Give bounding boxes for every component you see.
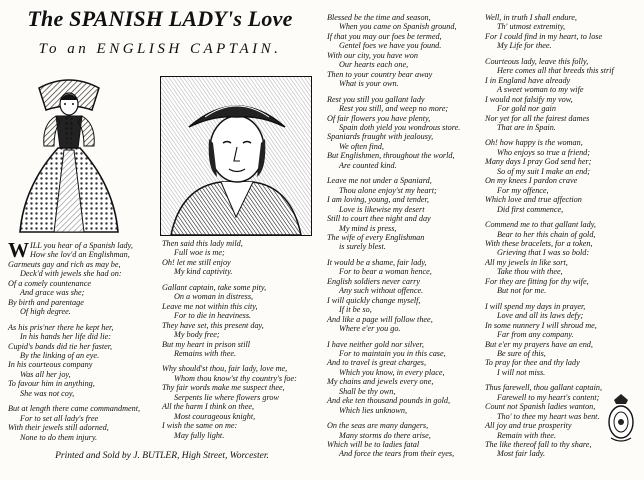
- verse-line: [8, 423, 140, 432]
- verse-text: Rest you still you gallant lady: [327, 94, 425, 104]
- verse-line: [327, 305, 460, 314]
- verse-text: With their jewels still adorned,: [8, 423, 109, 433]
- verse-text: Spain doth yield you wondrous store.: [339, 122, 461, 132]
- verse-line: [485, 311, 614, 320]
- verse-line: [485, 176, 614, 185]
- verse-text: Many days I pray God send her;: [485, 157, 592, 167]
- verse-line: [485, 41, 614, 50]
- verse-text: They have set, this present day,: [162, 320, 264, 330]
- verse-text: On a woman in distress,: [174, 292, 254, 302]
- verse-text: Love is likewise my desert: [339, 204, 425, 214]
- verse-line: [162, 383, 297, 392]
- verse-text: All my jewels in like sort,: [485, 257, 568, 267]
- verse-text: Which you know, in every place,: [339, 367, 445, 377]
- verse-text: Remains with thee.: [174, 348, 237, 358]
- verse-text: But not for me.: [497, 286, 547, 296]
- verse-line: [8, 370, 140, 379]
- verse-line: [327, 123, 460, 132]
- verse-text: Gallant captain, take some pity,: [162, 282, 267, 292]
- verse-line: [485, 167, 614, 176]
- verse-text: Was all her joy,: [20, 369, 71, 379]
- verse-line: [8, 342, 140, 351]
- ballad-subtitle: To an ENGLISH CAPTAIN.: [38, 41, 282, 57]
- verse-line: [485, 267, 614, 276]
- verse-text: Be sure of this,: [497, 348, 546, 358]
- verse-text: My mind is press,: [339, 223, 397, 233]
- verse-line: [485, 195, 614, 204]
- verse-text: Which will be to ladies fatal: [327, 440, 420, 450]
- verse-text: A sweet woman to my wife: [497, 85, 584, 95]
- verse-text: Who enjoys so true a friend;: [497, 147, 591, 157]
- verse-line: [327, 51, 460, 60]
- verse-line: [485, 277, 614, 286]
- verse-text: Still to court thee night and day: [327, 214, 431, 224]
- verse-text: Most courageous knight,: [174, 411, 256, 421]
- verse-line: [162, 330, 297, 339]
- verse-line: [327, 267, 460, 276]
- verse-line: [485, 57, 614, 66]
- verse-text: May fully light.: [174, 430, 225, 440]
- verse-line: [8, 298, 140, 307]
- verse-line: [327, 41, 460, 50]
- verse-line: [8, 414, 140, 423]
- verse-text: Whom thou know'st thy country's foe:: [174, 373, 297, 383]
- verse-text: Cupid's bands did tie her faster,: [8, 341, 113, 351]
- verse-line: [327, 70, 460, 79]
- verse-text: Why should'st thou, fair lady, love me,: [162, 364, 288, 374]
- verse-text: And like a page will follow thee,: [327, 314, 433, 324]
- verse-text: Tho' to thee my heart was bent.: [497, 411, 600, 421]
- verse-text: Blessed be the time and season,: [327, 13, 431, 22]
- verse-line: [327, 377, 460, 386]
- verse-text: But e'er my prayers have an end,: [485, 339, 593, 349]
- verse-line: [327, 286, 460, 295]
- verse-text: Nor yet for all the fairest dames: [485, 113, 590, 123]
- verse-line: [327, 387, 460, 396]
- verse-line: [327, 421, 460, 430]
- verse-text: Many storms do there arise,: [339, 430, 431, 440]
- verse-text: But Englishmen, throughout the world,: [327, 151, 455, 161]
- verse-text: In some nunnery I will shroud me,: [485, 320, 597, 330]
- verse-line: [162, 302, 297, 311]
- verse-text: And force the tears from their eyes,: [339, 449, 455, 459]
- verse-line: [8, 307, 140, 316]
- verse-line: [8, 379, 140, 388]
- verse-text: All joy and true prosperity: [485, 421, 572, 431]
- verse-line: [8, 260, 140, 269]
- verse-text: My kind captivity.: [174, 267, 233, 277]
- verse-text: Th' utmost extremity,: [497, 22, 566, 32]
- verse-text: Farewell to my heart's content;: [497, 392, 600, 402]
- verse-line: [327, 95, 460, 104]
- verse-line: [327, 176, 460, 185]
- verse-text: My body free;: [174, 330, 220, 340]
- verse-line: [162, 412, 297, 421]
- verse-text: For they are fitting for thy wife,: [485, 276, 589, 286]
- verse-line: [485, 85, 614, 94]
- verse-text: For my offence,: [497, 185, 549, 195]
- verse-column-2: [162, 239, 297, 440]
- verse-line: [327, 324, 460, 333]
- verse-text: Remain with thee.: [497, 430, 556, 440]
- verse-text: Gentel foes we have you found.: [339, 41, 442, 51]
- verse-text: Here comes all that breeds this strif: [497, 66, 614, 76]
- english-captain-woodcut: [160, 76, 312, 236]
- verse-line: [327, 60, 460, 69]
- verse-text: Bear to her this chain of gold,: [497, 229, 596, 239]
- verse-line: [485, 393, 614, 402]
- verse-line: [485, 205, 614, 214]
- verse-line: [485, 368, 614, 377]
- verse-text: Serpents lie where flowers grow: [174, 392, 279, 402]
- verse-text: My Life for thee.: [497, 41, 552, 51]
- verse-line: [485, 383, 614, 392]
- verse-column-3: [327, 13, 460, 459]
- verse-line: [327, 186, 460, 195]
- verse-text: She was not coy,: [20, 388, 75, 398]
- verse-text: How she lov'd an Englishman,: [30, 250, 130, 260]
- verse-text: Spaniards fraught with jealousy,: [327, 132, 434, 142]
- verse-line: [327, 161, 460, 170]
- verse-text: For I could find in my heart, to lose: [485, 31, 603, 41]
- verse-line: [485, 286, 614, 295]
- verse-line: [327, 358, 460, 367]
- verse-text: That are in Spain.: [497, 122, 556, 132]
- verse-text: Thou alone enjoy'st my heart;: [339, 185, 437, 195]
- verse-text: I would not falsify my vow,: [485, 94, 573, 104]
- verse-text: And to travel is great charges,: [327, 358, 426, 368]
- verse-text: As his pris'ner there he kept her,: [8, 322, 114, 332]
- verse-line: [485, 349, 614, 358]
- verse-text: To pray for thee and thy lady: [485, 358, 580, 368]
- verse-line: [162, 431, 297, 440]
- verse-line: [485, 321, 614, 330]
- verse-line: [327, 258, 460, 267]
- verse-line: [327, 205, 460, 214]
- verse-text: Take thou with thee,: [497, 267, 563, 277]
- verse-line: [485, 421, 614, 430]
- verse-line: [327, 277, 460, 286]
- verse-line: [327, 315, 460, 324]
- verse-line: [485, 104, 614, 113]
- verse-line: [8, 360, 140, 369]
- verse-line: [327, 79, 460, 88]
- verse-text: For to bear a woman hence,: [339, 267, 432, 277]
- verse-text: is surely blest.: [339, 242, 386, 252]
- verse-line: [8, 404, 140, 413]
- verse-line: [485, 302, 614, 311]
- verse-line: [162, 283, 297, 292]
- verse-line: [327, 32, 460, 41]
- verse-line: [162, 340, 297, 349]
- verse-text: Deck'd with jewels she had on:: [20, 269, 122, 279]
- verse-text: Far from any company.: [497, 330, 574, 340]
- verse-text: On the seas are many dangers,: [327, 421, 429, 431]
- verse-text: I have neither gold nor silver,: [327, 339, 424, 349]
- verse-line: [485, 440, 614, 449]
- verse-text: We often find,: [339, 141, 384, 151]
- verse-line: [485, 449, 614, 458]
- verse-text: To favour him in anything,: [8, 379, 95, 389]
- verse-line: [8, 279, 140, 288]
- verse-text: I will not miss.: [497, 367, 546, 377]
- verse-line: [485, 186, 614, 195]
- verse-text: In his hands her life did lie:: [20, 332, 111, 342]
- verse-line: [327, 114, 460, 123]
- verse-text: Leave me not within this city,: [162, 301, 258, 311]
- verse-line: [485, 230, 614, 239]
- verse-line: [327, 340, 460, 349]
- verse-text: What is your own.: [339, 79, 399, 89]
- verse-text: For to die in heaviness.: [174, 311, 252, 321]
- verse-column-4: [485, 13, 614, 459]
- verse-line: [162, 239, 297, 248]
- verse-text: By the linking of an eye.: [20, 350, 100, 360]
- verse-line: [327, 224, 460, 233]
- verse-line: [485, 412, 614, 421]
- verse-text: Leave me not under a Spaniard,: [327, 176, 432, 186]
- verse-line: [327, 406, 460, 415]
- verse-line: [485, 358, 614, 367]
- verse-line: [327, 349, 460, 358]
- verse-text: Rest you still, and weep no more;: [339, 104, 449, 114]
- verse-column-1: [8, 238, 141, 442]
- verse-text: And eke ten thousand pounds in gold,: [327, 396, 451, 406]
- verse-line: [485, 340, 614, 349]
- verse-text: It would be a shame, fair lady,: [327, 257, 427, 267]
- verse-line: [485, 95, 614, 104]
- verse-text: When you came on Spanish ground,: [339, 22, 457, 32]
- verse-line: [327, 142, 460, 151]
- verse-line: [8, 351, 140, 360]
- verse-line: [8, 323, 140, 332]
- verse-text: Oh! how happy is the woman,: [485, 138, 583, 148]
- verse-line: [485, 258, 614, 267]
- verse-line: [327, 396, 460, 405]
- verse-text: Full woe is me;: [174, 248, 225, 258]
- printer-imprint: Printed and Sold by J. BUTLER, High Street, Worcester.: [55, 451, 269, 461]
- verse-text: For gold nor gain: [497, 104, 556, 114]
- verse-line: [485, 220, 614, 229]
- crest-ornament: [606, 392, 636, 444]
- verse-text: My chains and jewels every one,: [327, 377, 434, 387]
- verse-line: [327, 449, 460, 458]
- verse-line: [162, 292, 297, 301]
- verse-line: [327, 242, 460, 251]
- verse-line: [162, 421, 297, 430]
- verse-line: [8, 269, 140, 278]
- verse-text: I will spend my days in prayer,: [485, 301, 586, 311]
- verse-text: By birth and parentage: [8, 297, 84, 307]
- verse-text: Of high degree.: [20, 307, 71, 317]
- verse-text: Our hearts each one,: [339, 60, 409, 70]
- verse-line: [327, 22, 460, 31]
- drop-cap: W: [8, 238, 29, 262]
- verse-text: Are counted kind.: [339, 160, 397, 170]
- verse-text: If that you may our foes be termed,: [327, 31, 442, 41]
- verse-line: [327, 431, 460, 440]
- verse-line: [162, 402, 297, 411]
- verse-text: Well, in truth I shall endure,: [485, 13, 577, 22]
- verse-text: The like thereof fall to thy share,: [485, 440, 592, 450]
- verse-text: Oh! let me still enjoy: [162, 257, 231, 267]
- verse-text: Count not Spanish ladies wanton,: [485, 402, 596, 412]
- ballad-title: The SPANISH LADY's Love: [27, 6, 293, 31]
- verse-line: [327, 233, 460, 242]
- verse-line: [327, 13, 460, 22]
- verse-line: [8, 433, 140, 442]
- verse-line: [327, 368, 460, 377]
- verse-line: [327, 440, 460, 449]
- verse-line: [162, 248, 297, 257]
- verse-line: [485, 239, 614, 248]
- verse-line: [485, 138, 614, 147]
- verse-text: For to maintain you in this case,: [339, 348, 446, 358]
- verse-line: [485, 22, 614, 31]
- verse-line: [485, 114, 614, 123]
- verse-text: I am loving, young, and tender,: [327, 195, 429, 205]
- verse-line: [485, 157, 614, 166]
- verse-line: [485, 148, 614, 157]
- verse-line: [327, 296, 460, 305]
- verse-line: [8, 288, 140, 297]
- verse-line: [8, 389, 140, 398]
- verse-text: If it be so,: [339, 305, 372, 315]
- verse-text: For to set all lady's free: [20, 413, 99, 423]
- verse-text: Love and all its laws defy;: [497, 311, 584, 321]
- verse-line: [162, 311, 297, 320]
- verse-text: Then to your country bear away: [327, 69, 433, 79]
- verse-text: Which lies unknown,: [339, 405, 407, 415]
- verse-text: Courteous lady, leave this folly,: [485, 56, 589, 66]
- verse-text: So of my suit I make an end;: [497, 166, 590, 176]
- verse-line: [162, 364, 297, 373]
- verse-text: Of a comely countenance: [8, 278, 91, 288]
- verse-text: Where e'er you go.: [339, 324, 401, 334]
- verse-text: English soldiers never carry: [327, 276, 421, 286]
- verse-text: The wife of every Englishman: [327, 232, 425, 242]
- verse-line: [485, 13, 614, 22]
- verse-line: [8, 332, 140, 341]
- verse-text: ILL you hear of a Spanish lady,: [30, 241, 133, 250]
- verse-line: [485, 123, 614, 132]
- verse-text: And grace was she;: [20, 288, 85, 298]
- verse-text: On my knees I pardon crave: [485, 176, 578, 186]
- verse-text: I in England have already: [485, 75, 571, 85]
- verse-text: Of fair flowers you have plenty,: [327, 113, 431, 123]
- verse-text: Shall be thy own,: [339, 386, 396, 396]
- spanish-lady-woodcut: [14, 76, 124, 236]
- verse-text: With these bracelets, for a token,: [485, 238, 593, 248]
- verse-line: [162, 393, 297, 402]
- verse-line: [327, 195, 460, 204]
- verse-text: I will quickly change myself,: [327, 295, 421, 305]
- verse-line: [327, 132, 460, 141]
- verse-text: Which love and true affection: [485, 195, 582, 205]
- verse-text: With our city, you have won: [327, 50, 418, 60]
- verse-text: But my heart in prison still: [162, 339, 251, 349]
- verse-text: But at length there came commandment,: [8, 404, 141, 414]
- verse-line: [327, 214, 460, 223]
- verse-text: All the harm I think on thee,: [162, 402, 255, 412]
- verse-line: [162, 258, 297, 267]
- verse-text: Commend me to that gallant lady,: [485, 220, 596, 230]
- verse-line: [485, 66, 614, 75]
- verse-line: [485, 248, 614, 257]
- verse-line: [162, 349, 297, 358]
- verse-text: Then said this lady mild,: [162, 239, 243, 248]
- verse-text: None to do them injury.: [20, 432, 98, 442]
- verse-line: [485, 32, 614, 41]
- verse-text: I wish the same on me:: [162, 421, 238, 431]
- verse-line: [162, 374, 297, 383]
- verse-line: [485, 402, 614, 411]
- verse-text: Any such without offence.: [339, 286, 424, 296]
- verse-text: Did first commence,: [497, 204, 564, 214]
- verse-text: In his courteous company: [8, 360, 93, 370]
- verse-line: [162, 321, 297, 330]
- verse-line: [485, 330, 614, 339]
- verse-text: Garmeuts gay and rich as may be,: [8, 259, 121, 269]
- verse-line: [485, 431, 614, 440]
- verse-line: [162, 267, 297, 276]
- verse-line: [327, 104, 460, 113]
- verse-text: Most fair lady.: [497, 449, 545, 459]
- verse-text: Thus farewell, thou gallant captain,: [485, 383, 603, 393]
- verse-line: [327, 151, 460, 160]
- verse-text: Thy fair words make me suspect thee,: [162, 383, 285, 393]
- verse-line: [485, 76, 614, 85]
- verse-text: Grieving that I was so bold:: [497, 248, 590, 258]
